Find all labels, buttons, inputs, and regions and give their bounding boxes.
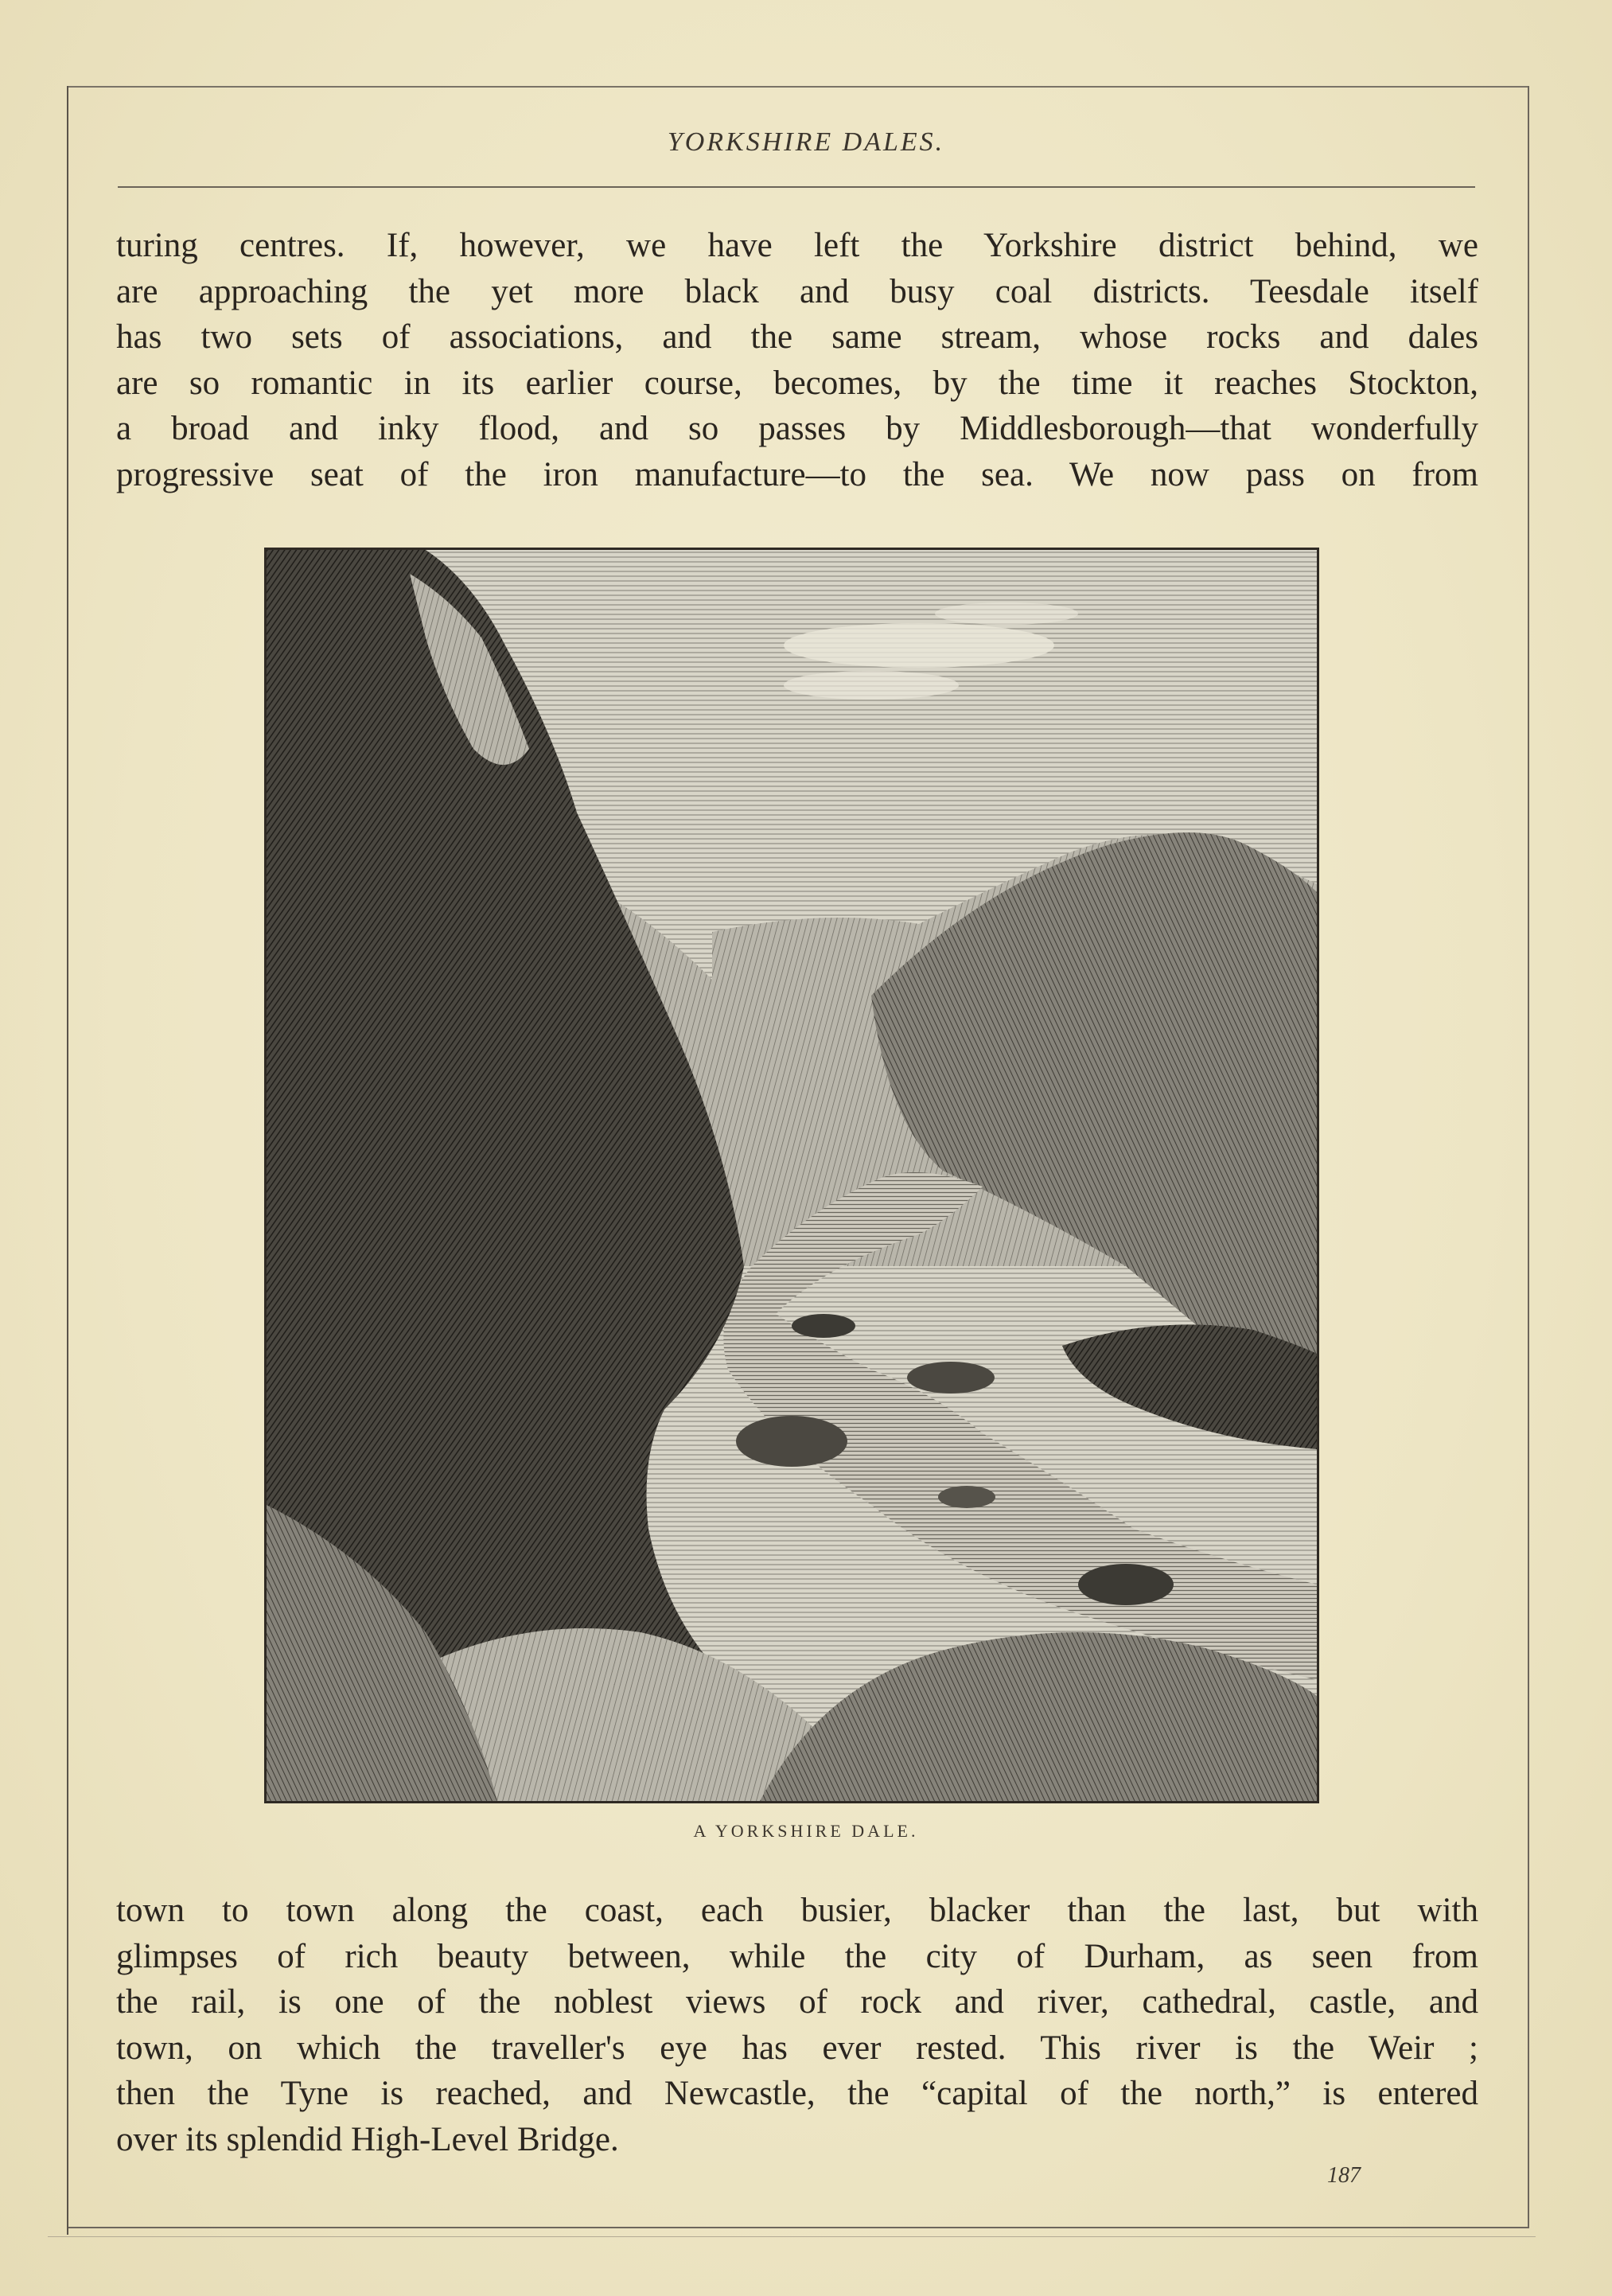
text-line: then the Tyne is reached, and Newcastle, the “capital of the north,” is entered: [116, 2075, 1478, 2112]
illustration-caption: A YORKSHIRE DALE.: [693, 1821, 919, 1841]
paragraph-bottom: [116, 1888, 1478, 2162]
text-line: has two sets of associations, and the same stream, whose rocks and dales: [116, 318, 1478, 356]
page-frame-bottom: [68, 2227, 1529, 2228]
text-line: town, on which the traveller's eye has ever rested. This river is the Weir ;: [116, 2029, 1478, 2067]
text-line: progressive seat of the iron manufacture—to the sea. We now pass on from: [116, 455, 1478, 493]
text-line: a broad and inky flood, and so passes by Middlesborough—that wonderfully: [116, 410, 1478, 447]
text-line: glimpses of rich beauty between, while the city of Durham, as seen from: [116, 1937, 1478, 1975]
text-line: town to town along the coast, each busier, blacker than the last, but with: [116, 1892, 1478, 1929]
running-head: YORKSHIRE DALES.: [667, 127, 945, 157]
page-frame-left: [67, 86, 68, 2235]
text-line: turing centres. If, however, we have left the Yorkshire district behind, we: [116, 227, 1478, 264]
page-number: 187: [1327, 2163, 1361, 2188]
text-line: are so romantic in its earlier course, becomes, by the time it reaches Stockton,: [116, 364, 1478, 402]
page-frame-top: [68, 86, 1528, 88]
page-edge-line: [48, 2236, 1536, 2237]
text-line: are approaching the yet more black and busy coal districts. Teesdale itself: [116, 272, 1478, 310]
engraving-illustration: [264, 548, 1319, 1803]
paragraph-top: [116, 223, 1478, 497]
text-line: the rail, is one of the noblest views of rock and river, cathedral, castle, and: [116, 1983, 1478, 2021]
text-line: over its splendid High-Level Bridge.: [116, 2120, 619, 2158]
page-frame-right: [1528, 86, 1529, 2227]
header-rule: [118, 186, 1475, 188]
